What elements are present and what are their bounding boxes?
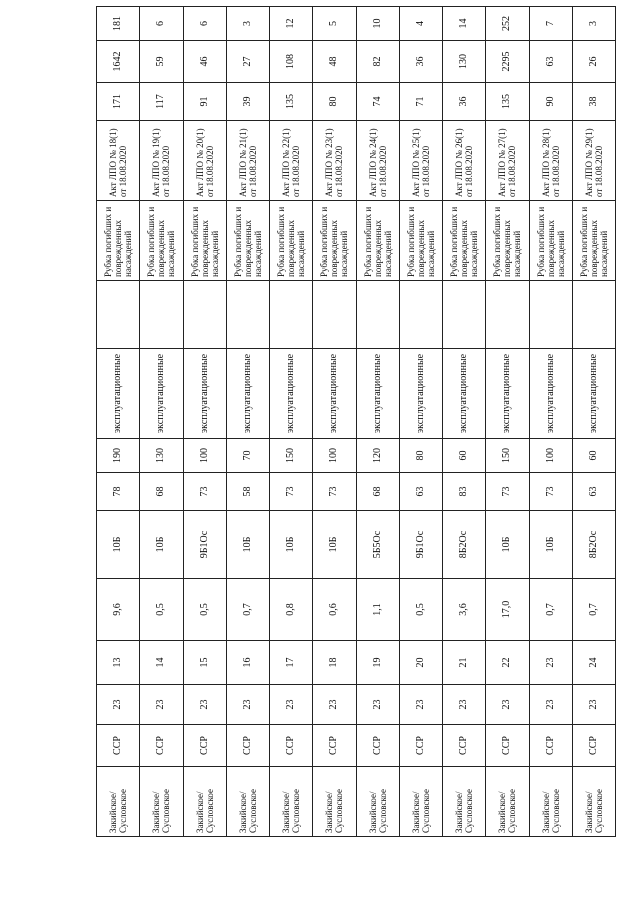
value-3-cell: 6 xyxy=(183,7,226,41)
table-row xyxy=(356,7,399,837)
composition-cell: 10Б xyxy=(270,511,313,579)
area-cell: 0,8 xyxy=(270,579,313,641)
region-cell: Закийское/ Сусловское xyxy=(313,767,356,837)
value-2-cell: 59 xyxy=(140,41,183,83)
value-3-cell: 181 xyxy=(97,7,140,41)
cutting-reason-cell: Рубка погибших и поврежденных насаждений xyxy=(183,201,226,281)
empty-cell xyxy=(356,281,399,349)
value-3-cell: 10 xyxy=(356,7,399,41)
forest-category-cell: эксплуатационные xyxy=(226,349,269,439)
age-cell: 63 xyxy=(572,473,615,511)
rotated-page xyxy=(96,16,616,837)
age-cell: 73 xyxy=(270,473,313,511)
kvartal-cell: 23 xyxy=(399,685,442,725)
value-3-cell: 6 xyxy=(140,7,183,41)
vydel-cell: 13 xyxy=(97,641,140,685)
composition-cell: 8Б2Ос xyxy=(443,511,486,579)
bonitet-cell: 80 xyxy=(399,439,442,473)
region-cell: Закийское/ Сусловское xyxy=(486,767,529,837)
cutting-reason-cell: Рубка погибших и поврежденных насаждений xyxy=(313,201,356,281)
table-body xyxy=(97,7,616,837)
area-cell: 1,1 xyxy=(356,579,399,641)
cutting-reason-cell: Рубка погибших и поврежденных насаждений xyxy=(97,201,140,281)
empty-cell xyxy=(399,281,442,349)
value-3-cell: 14 xyxy=(443,7,486,41)
composition-cell: 10Б xyxy=(97,511,140,579)
vydel-cell: 20 xyxy=(399,641,442,685)
table-row xyxy=(529,7,572,837)
composition-cell: 10Б xyxy=(486,511,529,579)
region-cell: Закийское/ Сусловское xyxy=(183,767,226,837)
region-cell: Закийское/ Сусловское xyxy=(529,767,572,837)
table-row xyxy=(443,7,486,837)
value-1-cell: 171 xyxy=(97,83,140,121)
age-cell: 73 xyxy=(486,473,529,511)
empty-cell xyxy=(313,281,356,349)
kvartal-cell: 23 xyxy=(270,685,313,725)
age-cell: 73 xyxy=(313,473,356,511)
table-row xyxy=(97,7,140,837)
cutting-reason-cell: Рубка погибших и поврежденных насаждений xyxy=(399,201,442,281)
value-2-cell: 48 xyxy=(313,41,356,83)
cutting-reason-cell: Рубка погибших и поврежденных насаждений xyxy=(270,201,313,281)
cutting-reason-cell: Рубка погибших и поврежденных насаждений xyxy=(226,201,269,281)
act-cell: Акт ЛПО № 29(1) от 18.08.2020 xyxy=(572,121,615,201)
empty-cell xyxy=(443,281,486,349)
value-2-cell: 27 xyxy=(226,41,269,83)
value-2-cell: 63 xyxy=(529,41,572,83)
table-row xyxy=(140,7,183,837)
ssr-cell: ССР xyxy=(443,725,486,767)
act-cell: Акт ЛПО № 27(1) от 18.08.2020 xyxy=(486,121,529,201)
table-row xyxy=(183,7,226,837)
table-row xyxy=(486,7,529,837)
value-1-cell: 71 xyxy=(399,83,442,121)
bonitet-cell: 150 xyxy=(270,439,313,473)
vydel-cell: 24 xyxy=(572,641,615,685)
forest-category-cell: эксплуатационные xyxy=(140,349,183,439)
area-cell: 0,7 xyxy=(226,579,269,641)
kvartal-cell: 23 xyxy=(486,685,529,725)
table-row xyxy=(226,7,269,837)
value-1-cell: 36 xyxy=(443,83,486,121)
value-2-cell: 36 xyxy=(399,41,442,83)
composition-cell: 10Б xyxy=(313,511,356,579)
composition-cell: 8Б2Ос xyxy=(572,511,615,579)
value-3-cell: 4 xyxy=(399,7,442,41)
region-cell: Закийское/ Сусловское xyxy=(399,767,442,837)
ssr-cell: ССР xyxy=(529,725,572,767)
composition-cell: 10Б xyxy=(140,511,183,579)
region-cell: Закийское/ Сусловское xyxy=(356,767,399,837)
empty-cell xyxy=(270,281,313,349)
area-cell: 3,6 xyxy=(443,579,486,641)
value-1-cell: 117 xyxy=(140,83,183,121)
age-cell: 68 xyxy=(356,473,399,511)
value-1-cell: 135 xyxy=(270,83,313,121)
value-2-cell: 1642 xyxy=(97,41,140,83)
kvartal-cell: 23 xyxy=(572,685,615,725)
value-1-cell: 38 xyxy=(572,83,615,121)
age-cell: 68 xyxy=(140,473,183,511)
cutting-reason-cell: Рубка погибших и поврежденных насаждений xyxy=(572,201,615,281)
empty-cell xyxy=(572,281,615,349)
vydel-cell: 17 xyxy=(270,641,313,685)
value-3-cell: 7 xyxy=(529,7,572,41)
vydel-cell: 19 xyxy=(356,641,399,685)
forest-category-cell: эксплуатационные xyxy=(97,349,140,439)
ssr-cell: ССР xyxy=(270,725,313,767)
area-cell: 0,5 xyxy=(140,579,183,641)
kvartal-cell: 23 xyxy=(97,685,140,725)
act-cell: Акт ЛПО № 20(1) от 18.08.2020 xyxy=(183,121,226,201)
composition-cell: 10Б xyxy=(226,511,269,579)
forest-category-cell: эксплуатационные xyxy=(529,349,572,439)
bonitet-cell: 100 xyxy=(529,439,572,473)
region-cell: Закийское/ Сусловское xyxy=(572,767,615,837)
ssr-cell: ССР xyxy=(313,725,356,767)
bonitet-cell: 100 xyxy=(183,439,226,473)
ssr-cell: ССР xyxy=(97,725,140,767)
vydel-cell: 18 xyxy=(313,641,356,685)
forest-category-cell: эксплуатационные xyxy=(356,349,399,439)
age-cell: 78 xyxy=(97,473,140,511)
region-cell: Закийское/ Сусловское xyxy=(270,767,313,837)
ssr-cell: ССР xyxy=(183,725,226,767)
value-1-cell: 91 xyxy=(183,83,226,121)
vydel-cell: 22 xyxy=(486,641,529,685)
composition-cell: 10Б xyxy=(529,511,572,579)
value-2-cell: 2295 xyxy=(486,41,529,83)
ssr-cell: ССР xyxy=(486,725,529,767)
value-3-cell: 5 xyxy=(313,7,356,41)
age-cell: 73 xyxy=(529,473,572,511)
forest-category-cell: эксплуатационные xyxy=(399,349,442,439)
value-3-cell: 12 xyxy=(270,7,313,41)
region-cell: Закийское/ Сусловское xyxy=(443,767,486,837)
cutting-reason-cell: Рубка погибших и поврежденных насаждений xyxy=(529,201,572,281)
act-cell: Акт ЛПО № 25(1) от 18.08.2020 xyxy=(399,121,442,201)
table-row xyxy=(313,7,356,837)
area-cell: 0,6 xyxy=(313,579,356,641)
empty-cell xyxy=(529,281,572,349)
cutting-reason-cell: Рубка погибших и поврежденных насаждений xyxy=(443,201,486,281)
bonitet-cell: 130 xyxy=(140,439,183,473)
bonitet-cell: 100 xyxy=(313,439,356,473)
age-cell: 58 xyxy=(226,473,269,511)
vydel-cell: 23 xyxy=(529,641,572,685)
value-2-cell: 26 xyxy=(572,41,615,83)
kvartal-cell: 23 xyxy=(529,685,572,725)
ssr-cell: ССР xyxy=(399,725,442,767)
forest-category-cell: эксплуатационные xyxy=(486,349,529,439)
table-row xyxy=(399,7,442,837)
region-cell: Закийское/ Сусловское xyxy=(226,767,269,837)
age-cell: 63 xyxy=(399,473,442,511)
table-row xyxy=(572,7,615,837)
region-cell: Закийское/ Сусловское xyxy=(97,767,140,837)
composition-cell: 9Б1Ос xyxy=(399,511,442,579)
area-cell: 0,7 xyxy=(529,579,572,641)
ssr-cell: ССР xyxy=(140,725,183,767)
empty-cell xyxy=(97,281,140,349)
bonitet-cell: 150 xyxy=(486,439,529,473)
act-cell: Акт ЛПО № 23(1) от 18.08.2020 xyxy=(313,121,356,201)
vydel-cell: 15 xyxy=(183,641,226,685)
cutting-reason-cell: Рубка погибших и поврежденных насаждений xyxy=(140,201,183,281)
area-cell: 0,5 xyxy=(183,579,226,641)
area-cell: 0,7 xyxy=(572,579,615,641)
bonitet-cell: 70 xyxy=(226,439,269,473)
value-1-cell: 39 xyxy=(226,83,269,121)
kvartal-cell: 23 xyxy=(443,685,486,725)
composition-cell: 9Б1Ос xyxy=(183,511,226,579)
area-cell: 17,0 xyxy=(486,579,529,641)
kvartal-cell: 23 xyxy=(226,685,269,725)
cutting-reason-cell: Рубка погибших и поврежденных насаждений xyxy=(486,201,529,281)
value-3-cell: 3 xyxy=(572,7,615,41)
forest-category-cell: эксплуатационные xyxy=(443,349,486,439)
kvartal-cell: 23 xyxy=(183,685,226,725)
act-cell: Акт ЛПО № 26(1) от 18.08.2020 xyxy=(443,121,486,201)
vydel-cell: 21 xyxy=(443,641,486,685)
forest-category-cell: эксплуатационные xyxy=(270,349,313,439)
empty-cell xyxy=(183,281,226,349)
bonitet-cell: 60 xyxy=(572,439,615,473)
value-1-cell: 74 xyxy=(356,83,399,121)
act-cell: Акт ЛПО № 18(1) от 18.08.2020 xyxy=(97,121,140,201)
value-2-cell: 46 xyxy=(183,41,226,83)
ssr-cell: ССР xyxy=(356,725,399,767)
ssr-cell: ССР xyxy=(226,725,269,767)
table-row xyxy=(270,7,313,837)
composition-cell: 5Б5Ос xyxy=(356,511,399,579)
value-2-cell: 82 xyxy=(356,41,399,83)
forest-category-cell: эксплуатационные xyxy=(183,349,226,439)
value-2-cell: 108 xyxy=(270,41,313,83)
age-cell: 83 xyxy=(443,473,486,511)
area-cell: 0,5 xyxy=(399,579,442,641)
kvartal-cell: 23 xyxy=(356,685,399,725)
bonitet-cell: 190 xyxy=(97,439,140,473)
region-cell: Закийское/ Сусловское xyxy=(140,767,183,837)
act-cell: Акт ЛПО № 28(1) от 18.08.2020 xyxy=(529,121,572,201)
act-cell: Акт ЛПО № 21(1) от 18.08.2020 xyxy=(226,121,269,201)
empty-cell xyxy=(140,281,183,349)
cutting-reason-cell: Рубка погибших и поврежденных насаждений xyxy=(356,201,399,281)
forest-category-cell: эксплуатационные xyxy=(313,349,356,439)
area-cell: 9,6 xyxy=(97,579,140,641)
kvartal-cell: 23 xyxy=(313,685,356,725)
value-1-cell: 80 xyxy=(313,83,356,121)
act-cell: Акт ЛПО № 19(1) от 18.08.2020 xyxy=(140,121,183,201)
act-cell: Акт ЛПО № 24(1) от 18.08.2020 xyxy=(356,121,399,201)
value-2-cell: 130 xyxy=(443,41,486,83)
cutting-table xyxy=(96,6,616,837)
value-3-cell: 252 xyxy=(486,7,529,41)
act-cell: Акт ЛПО № 22(1) от 18.08.2020 xyxy=(270,121,313,201)
forest-category-cell: эксплуатационные xyxy=(572,349,615,439)
kvartal-cell: 23 xyxy=(140,685,183,725)
value-1-cell: 90 xyxy=(529,83,572,121)
empty-cell xyxy=(486,281,529,349)
bonitet-cell: 120 xyxy=(356,439,399,473)
vydel-cell: 14 xyxy=(140,641,183,685)
bonitet-cell: 60 xyxy=(443,439,486,473)
ssr-cell: ССР xyxy=(572,725,615,767)
empty-cell xyxy=(226,281,269,349)
age-cell: 73 xyxy=(183,473,226,511)
value-3-cell: 3 xyxy=(226,7,269,41)
vydel-cell: 16 xyxy=(226,641,269,685)
value-1-cell: 135 xyxy=(486,83,529,121)
